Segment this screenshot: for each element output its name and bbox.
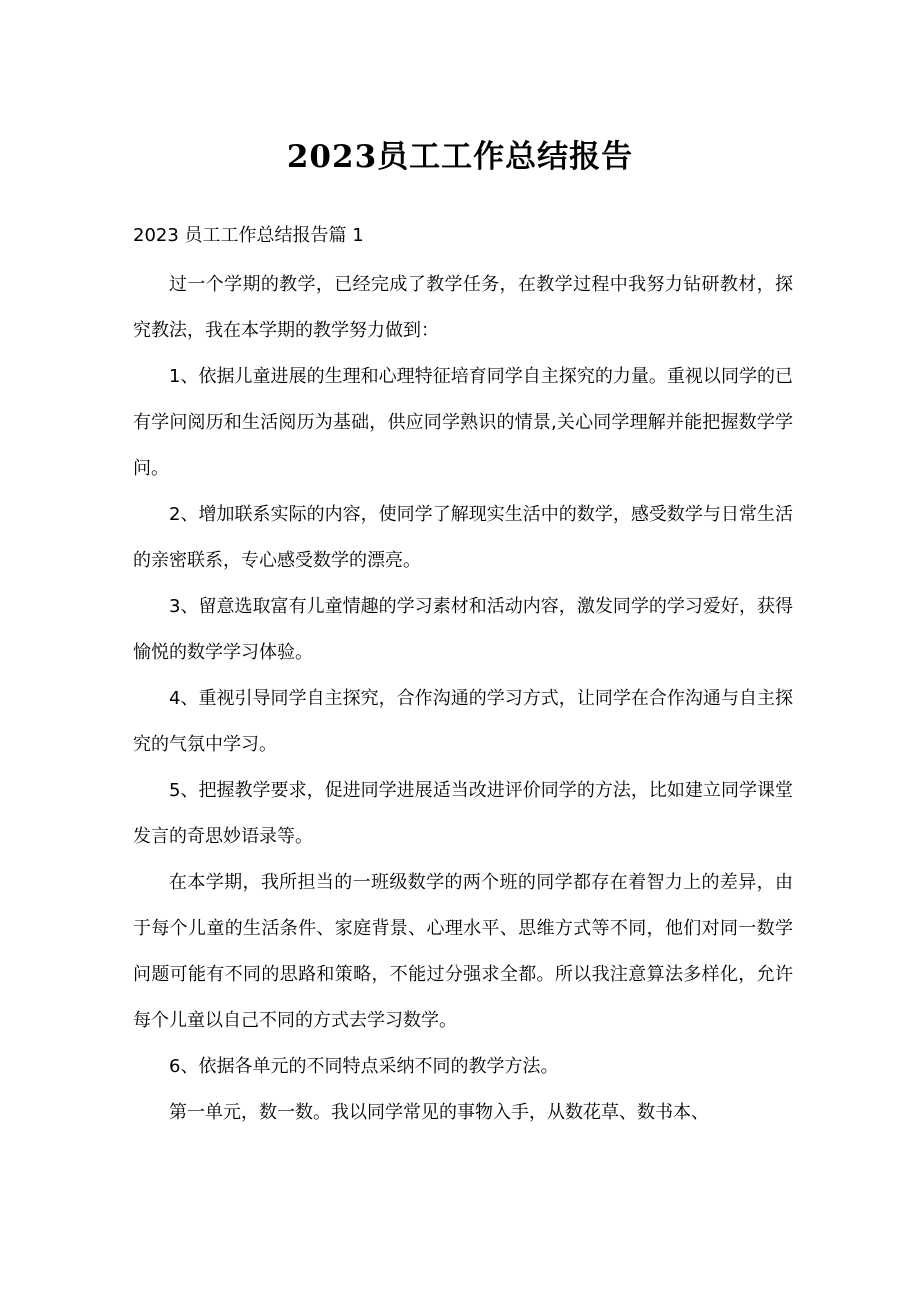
document-title: 2023员工工作总结报告 [286,139,634,175]
paragraph-unit-1: 第一单元，数一数。我以同学常见的事物入手，从数花草、数书本、 [169,1102,709,1123]
paragraph-intro: 过一个学期的教学，已经完成了教学任务，在教学过程中我努力钻研教材，探究教法，我在本学期的教学努力做到： [133,274,793,341]
paragraph-point-1: 1、依据儿童进展的生理和心理特征培育同学自主探究的力量。重视以同学的已有学问阅历和生活阅历为基础，供应同学熟识的情景,关心同学理解并能把握数学学问。 [133,366,793,479]
document-subtitle: 2023 员工工作总结报告篇 1 [133,225,364,246]
paragraph-point-2: 2、增加联系实际的内容，使同学了解现实生活中的数学，感受数学与日常生活的亲密联系，专心感受数学的漂亮。 [133,504,793,571]
paragraph-differences: 在本学期，我所担当的一班级数学的两个班的同学都存在着智力上的差异，由于每个儿童的生活条件、家庭背景、心理水平、思维方式等不同，他们对同一数学问题可能有不同的思路和策略，不能过分强求全都。所以我注意算法多样化，允许每个儿童以自己不同的方式去学习数学。 [133,872,793,1031]
paragraph-point-5: 5、把握教学要求，促进同学进展适当改进评价同学的方法，比如建立同学课堂发言的奇思妙语录等。 [133,780,793,847]
paragraph-point-4: 4、重视引导同学自主探究，合作沟通的学习方式，让同学在合作沟通与自主探究的气氛中学习。 [133,688,793,755]
paragraph-point-3: 3、留意选取富有儿童情趣的学习素材和活动内容，激发同学的学习爱好，获得愉悦的数学学习体验。 [133,596,793,663]
document-body [133,262,793,1136]
paragraph-point-6: 6、依据各单元的不同特点采纳不同的教学方法。 [169,1056,559,1077]
